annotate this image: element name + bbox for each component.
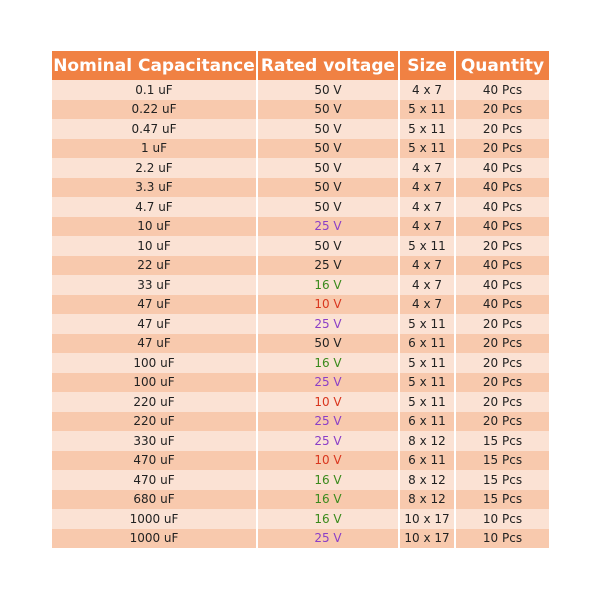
cell-size: 6 x 11 bbox=[399, 334, 455, 354]
cell-size: 5 x 11 bbox=[399, 353, 455, 373]
cell-size: 5 x 11 bbox=[399, 119, 455, 139]
cell-capacitance: 10 uF bbox=[52, 217, 257, 237]
cell-quantity: 40 Pcs bbox=[455, 295, 549, 315]
cell-size: 8 x 12 bbox=[399, 431, 455, 451]
cell-size: 5 x 11 bbox=[399, 100, 455, 120]
cell-quantity: 20 Pcs bbox=[455, 353, 549, 373]
table-header-row bbox=[52, 51, 549, 80]
cell-quantity: 20 Pcs bbox=[455, 412, 549, 432]
cell-quantity: 10 Pcs bbox=[455, 509, 549, 529]
capacitor-spec-table bbox=[52, 51, 549, 548]
cell-capacitance: 33 uF bbox=[52, 275, 257, 295]
capacitor-spec-table-container bbox=[52, 51, 549, 548]
table-row bbox=[52, 158, 549, 178]
cell-capacitance: 10 uF bbox=[52, 236, 257, 256]
cell-quantity: 20 Pcs bbox=[455, 139, 549, 159]
cell-capacitance: 0.47 uF bbox=[52, 119, 257, 139]
cell-size: 5 x 11 bbox=[399, 392, 455, 412]
cell-rated-voltage: 10 V bbox=[257, 392, 399, 412]
table-row bbox=[52, 197, 549, 217]
table-row bbox=[52, 353, 549, 373]
table-body bbox=[52, 80, 549, 548]
cell-quantity: 40 Pcs bbox=[455, 217, 549, 237]
cell-capacitance: 220 uF bbox=[52, 392, 257, 412]
cell-quantity: 20 Pcs bbox=[455, 314, 549, 334]
cell-capacitance: 1000 uF bbox=[52, 509, 257, 529]
cell-rated-voltage: 25 V bbox=[257, 373, 399, 393]
cell-size: 4 x 7 bbox=[399, 197, 455, 217]
cell-capacitance: 100 uF bbox=[52, 373, 257, 393]
cell-capacitance: 220 uF bbox=[52, 412, 257, 432]
cell-capacitance: 2.2 uF bbox=[52, 158, 257, 178]
cell-capacitance: 470 uF bbox=[52, 451, 257, 471]
table-row bbox=[52, 275, 549, 295]
cell-capacitance: 47 uF bbox=[52, 295, 257, 315]
cell-rated-voltage: 25 V bbox=[257, 256, 399, 276]
cell-rated-voltage: 25 V bbox=[257, 431, 399, 451]
table-row bbox=[52, 178, 549, 198]
cell-capacitance: 1 uF bbox=[52, 139, 257, 159]
cell-rated-voltage: 50 V bbox=[257, 100, 399, 120]
cell-size: 6 x 11 bbox=[399, 412, 455, 432]
cell-rated-voltage: 25 V bbox=[257, 529, 399, 549]
cell-size: 5 x 11 bbox=[399, 236, 455, 256]
cell-quantity: 20 Pcs bbox=[455, 100, 549, 120]
cell-quantity: 20 Pcs bbox=[455, 373, 549, 393]
cell-size: 4 x 7 bbox=[399, 256, 455, 276]
table-row bbox=[52, 236, 549, 256]
table-row bbox=[52, 119, 549, 139]
header-size: Size bbox=[399, 51, 455, 80]
cell-size: 4 x 7 bbox=[399, 178, 455, 198]
cell-quantity: 15 Pcs bbox=[455, 470, 549, 490]
cell-capacitance: 470 uF bbox=[52, 470, 257, 490]
cell-size: 10 x 17 bbox=[399, 529, 455, 549]
cell-rated-voltage: 25 V bbox=[257, 314, 399, 334]
cell-rated-voltage: 50 V bbox=[257, 178, 399, 198]
cell-capacitance: 0.1 uF bbox=[52, 80, 257, 100]
cell-capacitance: 47 uF bbox=[52, 314, 257, 334]
cell-size: 5 x 11 bbox=[399, 314, 455, 334]
cell-rated-voltage: 10 V bbox=[257, 451, 399, 471]
table-row bbox=[52, 373, 549, 393]
cell-quantity: 20 Pcs bbox=[455, 236, 549, 256]
cell-size: 10 x 17 bbox=[399, 509, 455, 529]
cell-capacitance: 330 uF bbox=[52, 431, 257, 451]
header-rated-voltage: Rated voltage bbox=[257, 51, 399, 80]
cell-quantity: 20 Pcs bbox=[455, 334, 549, 354]
cell-rated-voltage: 50 V bbox=[257, 139, 399, 159]
table-row bbox=[52, 509, 549, 529]
cell-rated-voltage: 16 V bbox=[257, 275, 399, 295]
cell-rated-voltage: 50 V bbox=[257, 334, 399, 354]
cell-capacitance: 680 uF bbox=[52, 490, 257, 510]
cell-quantity: 40 Pcs bbox=[455, 197, 549, 217]
cell-rated-voltage: 25 V bbox=[257, 412, 399, 432]
cell-capacitance: 4.7 uF bbox=[52, 197, 257, 217]
table-row bbox=[52, 100, 549, 120]
table-row bbox=[52, 217, 549, 237]
cell-size: 4 x 7 bbox=[399, 295, 455, 315]
cell-size: 4 x 7 bbox=[399, 80, 455, 100]
cell-capacitance: 100 uF bbox=[52, 353, 257, 373]
cell-rated-voltage: 16 V bbox=[257, 353, 399, 373]
cell-capacitance: 3.3 uF bbox=[52, 178, 257, 198]
cell-rated-voltage: 16 V bbox=[257, 470, 399, 490]
cell-quantity: 10 Pcs bbox=[455, 529, 549, 549]
cell-size: 4 x 7 bbox=[399, 158, 455, 178]
cell-rated-voltage: 50 V bbox=[257, 197, 399, 217]
cell-size: 8 x 12 bbox=[399, 490, 455, 510]
table-row bbox=[52, 139, 549, 159]
table-row bbox=[52, 529, 549, 549]
cell-quantity: 40 Pcs bbox=[455, 256, 549, 276]
table-row bbox=[52, 295, 549, 315]
cell-size: 8 x 12 bbox=[399, 470, 455, 490]
table-row bbox=[52, 334, 549, 354]
table-row bbox=[52, 431, 549, 451]
cell-capacitance: 0.22 uF bbox=[52, 100, 257, 120]
cell-quantity: 40 Pcs bbox=[455, 275, 549, 295]
table-row bbox=[52, 392, 549, 412]
cell-rated-voltage: 16 V bbox=[257, 490, 399, 510]
table-row bbox=[52, 314, 549, 334]
cell-capacitance: 1000 uF bbox=[52, 529, 257, 549]
cell-quantity: 15 Pcs bbox=[455, 490, 549, 510]
table-row bbox=[52, 412, 549, 432]
cell-rated-voltage: 50 V bbox=[257, 158, 399, 178]
cell-rated-voltage: 16 V bbox=[257, 509, 399, 529]
cell-quantity: 40 Pcs bbox=[455, 158, 549, 178]
cell-size: 5 x 11 bbox=[399, 373, 455, 393]
cell-size: 4 x 7 bbox=[399, 217, 455, 237]
table-row bbox=[52, 80, 549, 100]
cell-capacitance: 47 uF bbox=[52, 334, 257, 354]
table-row bbox=[52, 490, 549, 510]
cell-capacitance: 22 uF bbox=[52, 256, 257, 276]
cell-rated-voltage: 10 V bbox=[257, 295, 399, 315]
cell-quantity: 20 Pcs bbox=[455, 392, 549, 412]
header-quantity: Quantity bbox=[455, 51, 549, 80]
cell-quantity: 40 Pcs bbox=[455, 178, 549, 198]
cell-rated-voltage: 50 V bbox=[257, 236, 399, 256]
cell-quantity: 20 Pcs bbox=[455, 119, 549, 139]
header-nominal-capacitance: Nominal Capacitance bbox=[52, 51, 257, 80]
cell-quantity: 40 Pcs bbox=[455, 80, 549, 100]
cell-size: 6 x 11 bbox=[399, 451, 455, 471]
table-row bbox=[52, 256, 549, 276]
cell-rated-voltage: 25 V bbox=[257, 217, 399, 237]
cell-rated-voltage: 50 V bbox=[257, 80, 399, 100]
cell-size: 5 x 11 bbox=[399, 139, 455, 159]
cell-rated-voltage: 50 V bbox=[257, 119, 399, 139]
cell-quantity: 15 Pcs bbox=[455, 451, 549, 471]
table-row bbox=[52, 451, 549, 471]
cell-quantity: 15 Pcs bbox=[455, 431, 549, 451]
table-row bbox=[52, 470, 549, 490]
cell-size: 4 x 7 bbox=[399, 275, 455, 295]
